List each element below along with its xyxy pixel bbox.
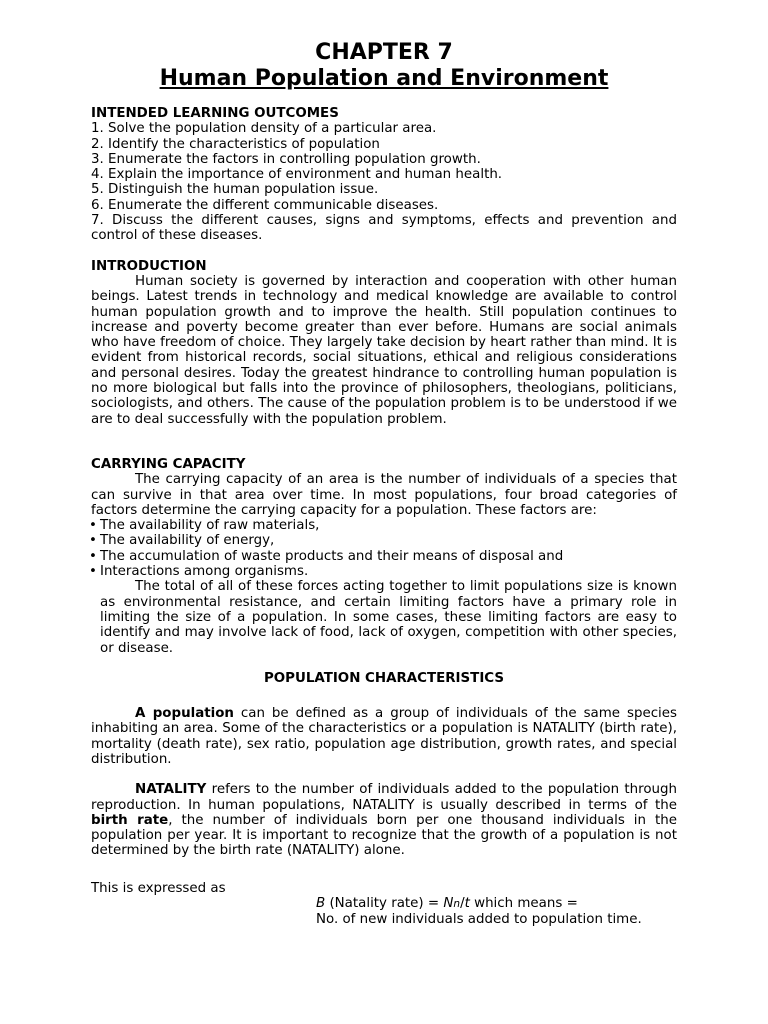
- population-characteristics-heading: POPULATION CHARACTERISTICS: [263, 670, 505, 686]
- formula-t-symbol: t: [464, 895, 470, 911]
- learning-outcomes-list: [91, 121, 677, 243]
- learning-outcomes-heading: INTENDED LEARNING OUTCOMES: [91, 106, 339, 121]
- list-item: 7. Discuss the different causes, signs and symptoms, effects and prevention and control of these diseases.: [91, 213, 677, 244]
- carrying-capacity-section: [91, 457, 677, 656]
- natality-paragraph: [91, 782, 677, 858]
- formula-n-symbol: N: [443, 895, 454, 911]
- formula-line: [316, 896, 677, 912]
- spacer: [91, 427, 677, 457]
- natality-expression-section: [91, 881, 677, 951]
- natality-text-part2: , the number of individuals born per one thousand individuals in the population per year. It is important to recognize that the growth of a population is not determined by the birth rate (NATALITY) alone.: [91, 812, 677, 859]
- list-item: • The availability of raw materials,: [91, 518, 677, 533]
- formula-slash: /: [460, 895, 465, 911]
- formula-meaning: No. of new individuals added to population time.: [316, 912, 642, 928]
- introduction-section: [91, 259, 677, 427]
- formula-subscript-n: n: [453, 897, 461, 910]
- term-population: A population: [135, 706, 234, 722]
- list-item: • Interactions among organisms.: [91, 564, 677, 579]
- learning-outcomes-section: [91, 106, 677, 244]
- list-item: 6. Enumerate the different communicable diseases.: [91, 197, 439, 213]
- list-item: 4. Explain the importance of environment and human health.: [91, 167, 503, 183]
- term-birth-rate: birth rate: [91, 812, 169, 828]
- list-item: 3. Enumerate the factors in controlling population growth.: [91, 151, 481, 167]
- natality-text-part1: refers to the number of individuals added to the population through reproduction. In human populations, NATALITY is usually described in terms of the: [91, 782, 677, 813]
- list-item: 2. Identify the characteristics of population: [91, 136, 380, 152]
- population-definition-text: can be defined as a group of individuals of the same species inhabiting an area. Some of the characteristics or a population is NATALITY (birth rate), mortality (death rate), sex ratio, population age distribution, growth rates, and special distribution.: [91, 706, 677, 767]
- term-natality: NATALITY: [135, 782, 207, 798]
- list-item: • The availability of energy,: [91, 533, 677, 548]
- expression-lead: This is expressed as: [91, 880, 226, 896]
- page-content: [91, 40, 677, 951]
- environmental-resistance-paragraph: The total of all of these forces acting together to limit populations size is known as environmental resistance, and certain limiting factors have a primary role in limiting the size of a population. In some cases, these limiting factors are easy to identify and may involve lack of food, lack of oxygen, competition with other species, or disease.: [100, 579, 677, 656]
- carrying-capacity-heading: CARRYING CAPACITY: [91, 456, 246, 472]
- population-definition-paragraph: [91, 706, 677, 767]
- list-item: • The accumulation of waste products and their means of disposal and: [91, 549, 677, 564]
- formula-b-symbol: B: [316, 895, 326, 911]
- formula-which-means: which means =: [469, 895, 578, 911]
- list-item: 5. Distinguish the human population issue.: [91, 182, 379, 198]
- formula-label: (Natality rate) =: [325, 895, 444, 911]
- population-characteristics-section: [91, 671, 677, 859]
- factors-bullet-list: [91, 518, 677, 579]
- chapter-title: Human Population and Environment: [159, 66, 609, 91]
- introduction-paragraph: Human society is governed by interaction and cooperation with other human beings. Latest trends in technology and medical knowledge are available to control human population growth and to improve the health. Still population continues to increase and poverty become greater than ever before. Humans are social animals who have freedom of choice. They largely take decision by heart rather than mind. It is evident from historical records, social situations, ethical and religious considerations and personal desires. Today the greatest hindrance to controlling human population is no more biological but falls into the province of philosophers, theologians, politicians, sociologists, and others. The cause of the population problem is to be understood if we are to deal successfully with the population problem.: [91, 273, 677, 427]
- carrying-capacity-paragraph: The carrying capacity of an area is the number of individuals of a species that can survive in that area over time. In most populations, four broad categories of factors determine the carrying capacity for a population. These factors are:: [91, 472, 677, 518]
- chapter-label: CHAPTER 7: [315, 40, 453, 65]
- introduction-heading: INTRODUCTION: [91, 258, 207, 274]
- list-item: 1. Solve the population density of a particular area.: [91, 121, 437, 137]
- natality-formula: [316, 896, 677, 928]
